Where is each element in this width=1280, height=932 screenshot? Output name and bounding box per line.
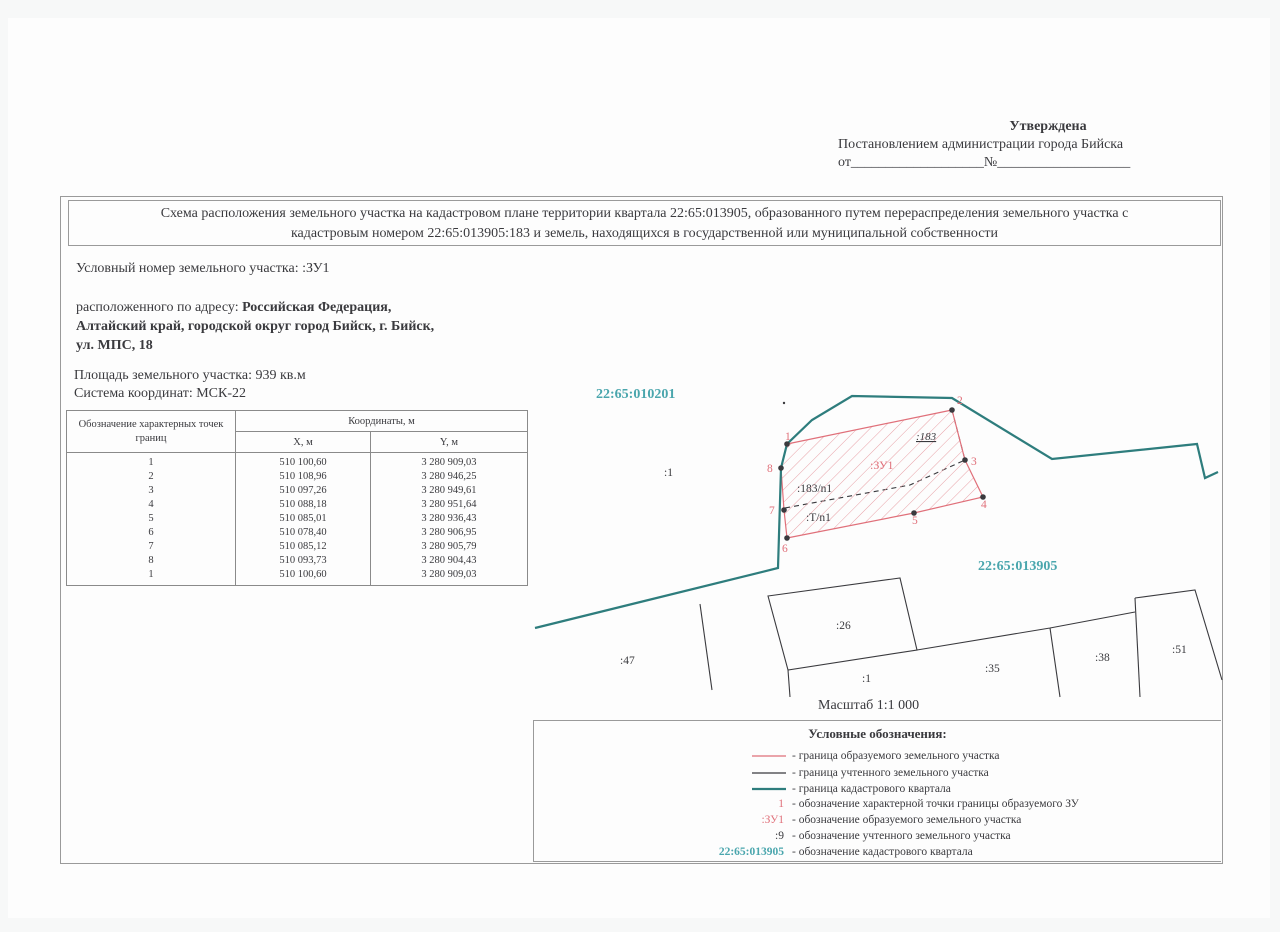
point-label-1: 1	[785, 431, 791, 443]
legend-text-quarter: - обозначение кадастрового квартала	[792, 846, 973, 858]
point-7	[781, 507, 787, 513]
label-1-south: :1	[862, 673, 871, 685]
x-cell: 510 078,40	[236, 526, 371, 540]
point-label-4: 4	[981, 499, 987, 511]
parcel-35-boundary	[1050, 628, 1060, 697]
point-label-5: 5	[912, 515, 918, 527]
point-label-8: 8	[767, 463, 773, 475]
legend-text-existing-parcel: - обозначение учтенного земельного участка	[792, 830, 1011, 842]
point-cell: 4	[67, 498, 236, 512]
label-tn1: :Т/n1	[806, 512, 831, 524]
col-y-header: Y, м	[370, 432, 527, 453]
label-1-west: :1	[664, 467, 673, 479]
x-cell: 510 100,60	[236, 453, 371, 471]
approval-title: Утверждена	[1009, 119, 1087, 134]
x-cell: 510 093,73	[236, 554, 371, 568]
legend-text-new-parcel: - обозначение образуемого земельного участка	[792, 814, 1022, 826]
legend	[533, 720, 1221, 862]
parcel-1-boundary	[788, 670, 790, 697]
legend-text-new-boundary: - граница образуемого земельного участка	[792, 750, 1000, 762]
parcel-47-boundary	[700, 604, 712, 690]
point-2	[949, 407, 955, 413]
x-cell: 510 100,60	[236, 568, 371, 586]
zu1-label: :ЗУ1	[870, 458, 894, 472]
point-label-7: 7	[769, 505, 775, 517]
point-cell: 1	[67, 568, 236, 586]
y-cell: 3 280 905,79	[370, 540, 527, 554]
y-cell: 3 280 906,95	[370, 526, 527, 540]
legend-text-quarter-boundary: - граница кадастрового квартала	[792, 783, 951, 795]
quarter-label-main: 22:65:013905	[978, 559, 1058, 574]
parcel-area: Площадь земельного участка: 939 кв.м	[74, 368, 306, 383]
point-cell: 1	[67, 453, 236, 471]
y-cell: 3 280 946,25	[370, 470, 527, 484]
label-51: :51	[1172, 644, 1187, 656]
coordinate-system: Система координат: МСК-22	[74, 386, 247, 401]
address-line1: Российская Федерация,	[242, 300, 392, 315]
legend-text-point: - обозначение характерной точки границы образуемого ЗУ	[792, 798, 1079, 810]
parcel-51-boundary	[1135, 590, 1222, 680]
legend-text-existing-boundary: - граница учтенного земельного участка	[792, 767, 989, 779]
y-cell: 3 280 949,61	[370, 484, 527, 498]
point-cell: 7	[67, 540, 236, 554]
label-47: :47	[620, 655, 635, 667]
x-cell: 510 085,12	[236, 540, 371, 554]
legend-sym-new-parcel: :ЗУ1	[761, 814, 784, 826]
y-cell: 3 280 936,43	[370, 512, 527, 526]
y-cell: 3 280 951,64	[370, 498, 527, 512]
col-point-header: Обозначение характерных точек границ	[67, 411, 236, 453]
col-coords-header: Координаты, м	[236, 411, 528, 432]
map-scale: Масштаб 1:1 000	[818, 698, 920, 713]
legend-sym-quarter: 22:65:013905	[718, 846, 784, 858]
point-6	[784, 535, 790, 541]
address-line3: ул. МПС, 18	[76, 338, 153, 353]
label-35: :35	[985, 663, 1000, 675]
legend-sym-point: 1	[778, 798, 784, 810]
approval-by: Постановлением администрации города Бийска	[838, 137, 1124, 152]
x-cell: 510 085,01	[236, 512, 371, 526]
legend-sym-existing-parcel: :9	[775, 830, 784, 842]
y-cell: 3 280 909,03	[370, 568, 527, 586]
existing-parcels	[700, 578, 1222, 697]
cond-number-label: Условный номер земельного участка:	[76, 261, 299, 276]
point-label-6: 6	[782, 543, 788, 555]
scheme-title-line2: кадастровым номером 22:65:013905:183 и земель, находящихся в государственной или муниципальной собственности	[290, 226, 999, 241]
quarter-label-nw: 22:65:010201	[596, 387, 676, 402]
road-line	[917, 612, 1135, 650]
point-label-2: 2	[957, 395, 963, 407]
point-label-3: 3	[971, 456, 977, 468]
label-26: :26	[836, 620, 851, 632]
address-label: расположенного по адресу:	[76, 300, 239, 315]
x-cell: 510 097,26	[236, 484, 371, 498]
address-line2: Алтайский край, городской округ город Бийск, г. Бийск,	[76, 319, 435, 334]
point-8	[778, 465, 784, 471]
label-183n1: :183/n1	[797, 483, 833, 495]
y-cell: 3 280 909,03	[370, 453, 527, 471]
point-3	[962, 457, 968, 463]
scheme-title-line1: Схема расположения земельного участка на кадастровом плане территории квартала 22:65:013905, образованного путем перераспределения земельного участка с	[160, 206, 1129, 221]
label-183: :183	[916, 431, 937, 443]
point-cell: 8	[67, 554, 236, 568]
legend-title: Условные обозначения:	[808, 726, 947, 741]
x-cell: 510 088,18	[236, 498, 371, 512]
approval-line: от___________________№___________________	[838, 155, 1131, 170]
col-x-header: X, м	[236, 432, 371, 453]
point-cell: 5	[67, 512, 236, 526]
label-38: :38	[1095, 652, 1110, 664]
point-cell: 3	[67, 484, 236, 498]
cond-number-value: :ЗУ1	[302, 261, 330, 276]
reference-dot	[783, 402, 785, 404]
x-cell: 510 108,96	[236, 470, 371, 484]
y-cell: 3 280 904,43	[370, 554, 527, 568]
point-cell: 6	[67, 526, 236, 540]
parcel-38-boundary	[1135, 598, 1140, 697]
point-cell: 2	[67, 470, 236, 484]
legend-line-symbols	[534, 721, 794, 801]
